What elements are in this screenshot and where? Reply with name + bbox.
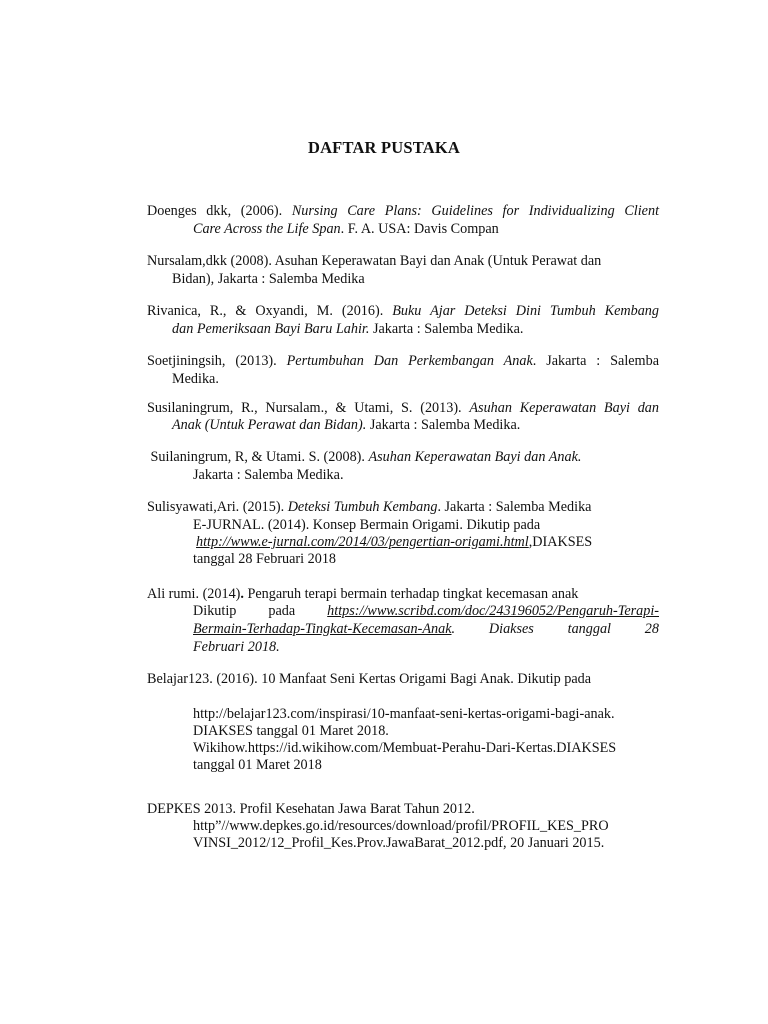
ref-text: Jakarta : Salemba Medika. bbox=[193, 467, 344, 483]
reference-alirumi-line2 bbox=[193, 602, 659, 620]
ref-title-italic: Deteksi Tumbuh Kembang bbox=[287, 499, 438, 515]
ref-text: Bidan), Jakarta : Salemba Medika bbox=[172, 271, 365, 287]
ref-text: Medika. bbox=[172, 371, 219, 387]
ref-text: Rivanica, R., & Oxyandi, M. (2016). bbox=[147, 303, 393, 319]
reference-alirumi-line3 bbox=[193, 620, 659, 638]
ref-text: . Jakarta : Salemba bbox=[532, 353, 659, 369]
reference-soetjiningsih-line2 bbox=[172, 370, 219, 388]
reference-wikihow-line2 bbox=[193, 756, 322, 774]
reference-doenges-line1 bbox=[147, 202, 659, 220]
reference-susilaningrum-line2 bbox=[172, 416, 520, 434]
ref-text: Dikutip pada bbox=[193, 603, 328, 619]
reference-ejurnal-line1 bbox=[193, 516, 540, 534]
ref-link-text: http://www.e-jurnal.com/2014/03/pengertian-origami.html bbox=[196, 534, 529, 550]
ref-text: Jakarta : Salemba Medika. bbox=[369, 321, 524, 337]
ref-text: Suilaningrum, R, & Utami. S. (2008). bbox=[147, 449, 369, 465]
ref-text: . F. A. USA: Davis Compan bbox=[340, 221, 499, 237]
reference-alirumi-line1 bbox=[147, 585, 578, 603]
ref-text: . Jakarta : Salemba Medika bbox=[437, 499, 592, 515]
ref-text: Nursalam,dkk (2008). Asuhan Keperawatan Bayi dan Anak (Untuk Perawat dan bbox=[147, 253, 602, 269]
ref-text: DIAKSES tanggal 01 Maret 2018. bbox=[193, 723, 389, 739]
scribd-link-cont[interactable] bbox=[193, 621, 452, 637]
ref-text: Belajar123. (2016). 10 Manfaat Seni Kertas Origami Bagi Anak. Dikutip pada bbox=[147, 671, 592, 687]
ref-text: Wikihow.https://id.wikihow.com/Membuat-Perahu-Dari-Kertas.DIAKSES bbox=[193, 740, 617, 756]
reference-wikihow-line1 bbox=[193, 739, 616, 757]
ref-text: E-JURNAL. (2014). Konsep Bermain Origami. Dikutip pada bbox=[193, 517, 541, 533]
ref-text: Pengaruh terapi bermain terhadap tingkat kecemasan anak bbox=[243, 586, 579, 602]
scribd-link[interactable] bbox=[327, 603, 659, 619]
reference-nursalam-line1 bbox=[147, 252, 601, 270]
ref-text: Jakarta : Salemba Medika. bbox=[366, 417, 521, 433]
reference-ejurnal-line2 bbox=[196, 533, 592, 551]
ref-title-italic: Pertumbuhan Dan Perkembangan Anak bbox=[286, 353, 533, 369]
ref-text: tanggal 01 Maret 2018 bbox=[193, 757, 322, 773]
reference-susilaningrum-line1 bbox=[147, 399, 659, 417]
ref-text: Susilaningrum, R., Nursalam., & Utami, S. (2013). bbox=[147, 400, 470, 416]
ref-link-text: https://www.scribd.com/doc/243196052/Pengaruh-Terapi- bbox=[327, 603, 659, 619]
ref-text: Ali rumi. (2014) bbox=[147, 586, 241, 602]
reference-alirumi-line4 bbox=[193, 638, 280, 656]
ref-text: tanggal 28 Februari 2018 bbox=[193, 551, 337, 567]
reference-belajar123-line2 bbox=[193, 705, 615, 723]
ref-text: Doenges dkk, (2006). bbox=[147, 203, 292, 219]
ref-link-text: Bermain-Terhadap-Tingkat-Kecemasan-Anak bbox=[193, 621, 452, 637]
ref-title-italic: dan Pemeriksaan Bayi Baru Lahir. bbox=[172, 321, 370, 337]
reference-suilaningrum-line1 bbox=[147, 448, 581, 466]
ref-text: http://belajar123.com/inspirasi/10-manfaat-seni-kertas-origami-bagi-anak. bbox=[193, 706, 615, 722]
reference-nursalam-line2 bbox=[172, 270, 365, 288]
ref-text: ,DIAKSES bbox=[528, 534, 593, 550]
reference-sulisyawati-line1 bbox=[147, 498, 591, 516]
page-title: DAFTAR PUSTAKA bbox=[307, 138, 461, 157]
reference-rivanica-line2 bbox=[172, 320, 523, 338]
reference-soetjiningsih-line1 bbox=[147, 352, 659, 370]
reference-depkes-line2 bbox=[193, 817, 609, 835]
ejurnal-link[interactable] bbox=[196, 534, 529, 550]
ref-title-italic: Care Across the Life Span bbox=[193, 221, 341, 237]
ref-text: . bbox=[240, 586, 244, 602]
ref-title-italic: Anak (Untuk Perawat dan Bidan). bbox=[172, 417, 367, 433]
ref-text: VINSI_2012/12_Profil_Kes.Prov.JawaBarat_2012.pdf, 20 Januari 2015. bbox=[193, 835, 605, 851]
reference-doenges-line2 bbox=[193, 220, 499, 238]
ref-text: DEPKES 2013. Profil Kesehatan Jawa Barat Tahun 2012. bbox=[147, 801, 475, 817]
reference-rivanica-line1 bbox=[147, 302, 659, 320]
reference-belajar123-line1 bbox=[147, 670, 591, 688]
reference-depkes-line1 bbox=[147, 800, 475, 818]
reference-ejurnal-line3 bbox=[193, 550, 336, 568]
ref-text-italic: . Diakses tanggal 28 bbox=[451, 621, 659, 637]
reference-belajar123-line3 bbox=[193, 722, 389, 740]
ref-title-italic: Buku Ajar Deteksi Dini Tumbuh Kembang bbox=[392, 303, 659, 319]
ref-title-italic: Asuhan Keperawatan Bayi dan bbox=[469, 400, 659, 416]
reference-suilaningrum-line2 bbox=[193, 466, 344, 484]
ref-title-italic: Asuhan Keperawatan Bayi dan Anak. bbox=[368, 449, 582, 465]
ref-text: http”//www.depkes.go.id/resources/download/profil/PROFIL_KES_PRO bbox=[193, 818, 609, 834]
reference-depkes-line3 bbox=[193, 834, 604, 852]
ref-text: Sulisyawati,Ari. (2015). bbox=[147, 499, 288, 515]
ref-text: Soetjiningsih, (2013). bbox=[147, 353, 287, 369]
ref-text-italic: Februari 2018. bbox=[193, 639, 280, 655]
ref-title-italic: Nursing Care Plans: Guidelines for Individualizing Client bbox=[291, 203, 660, 219]
